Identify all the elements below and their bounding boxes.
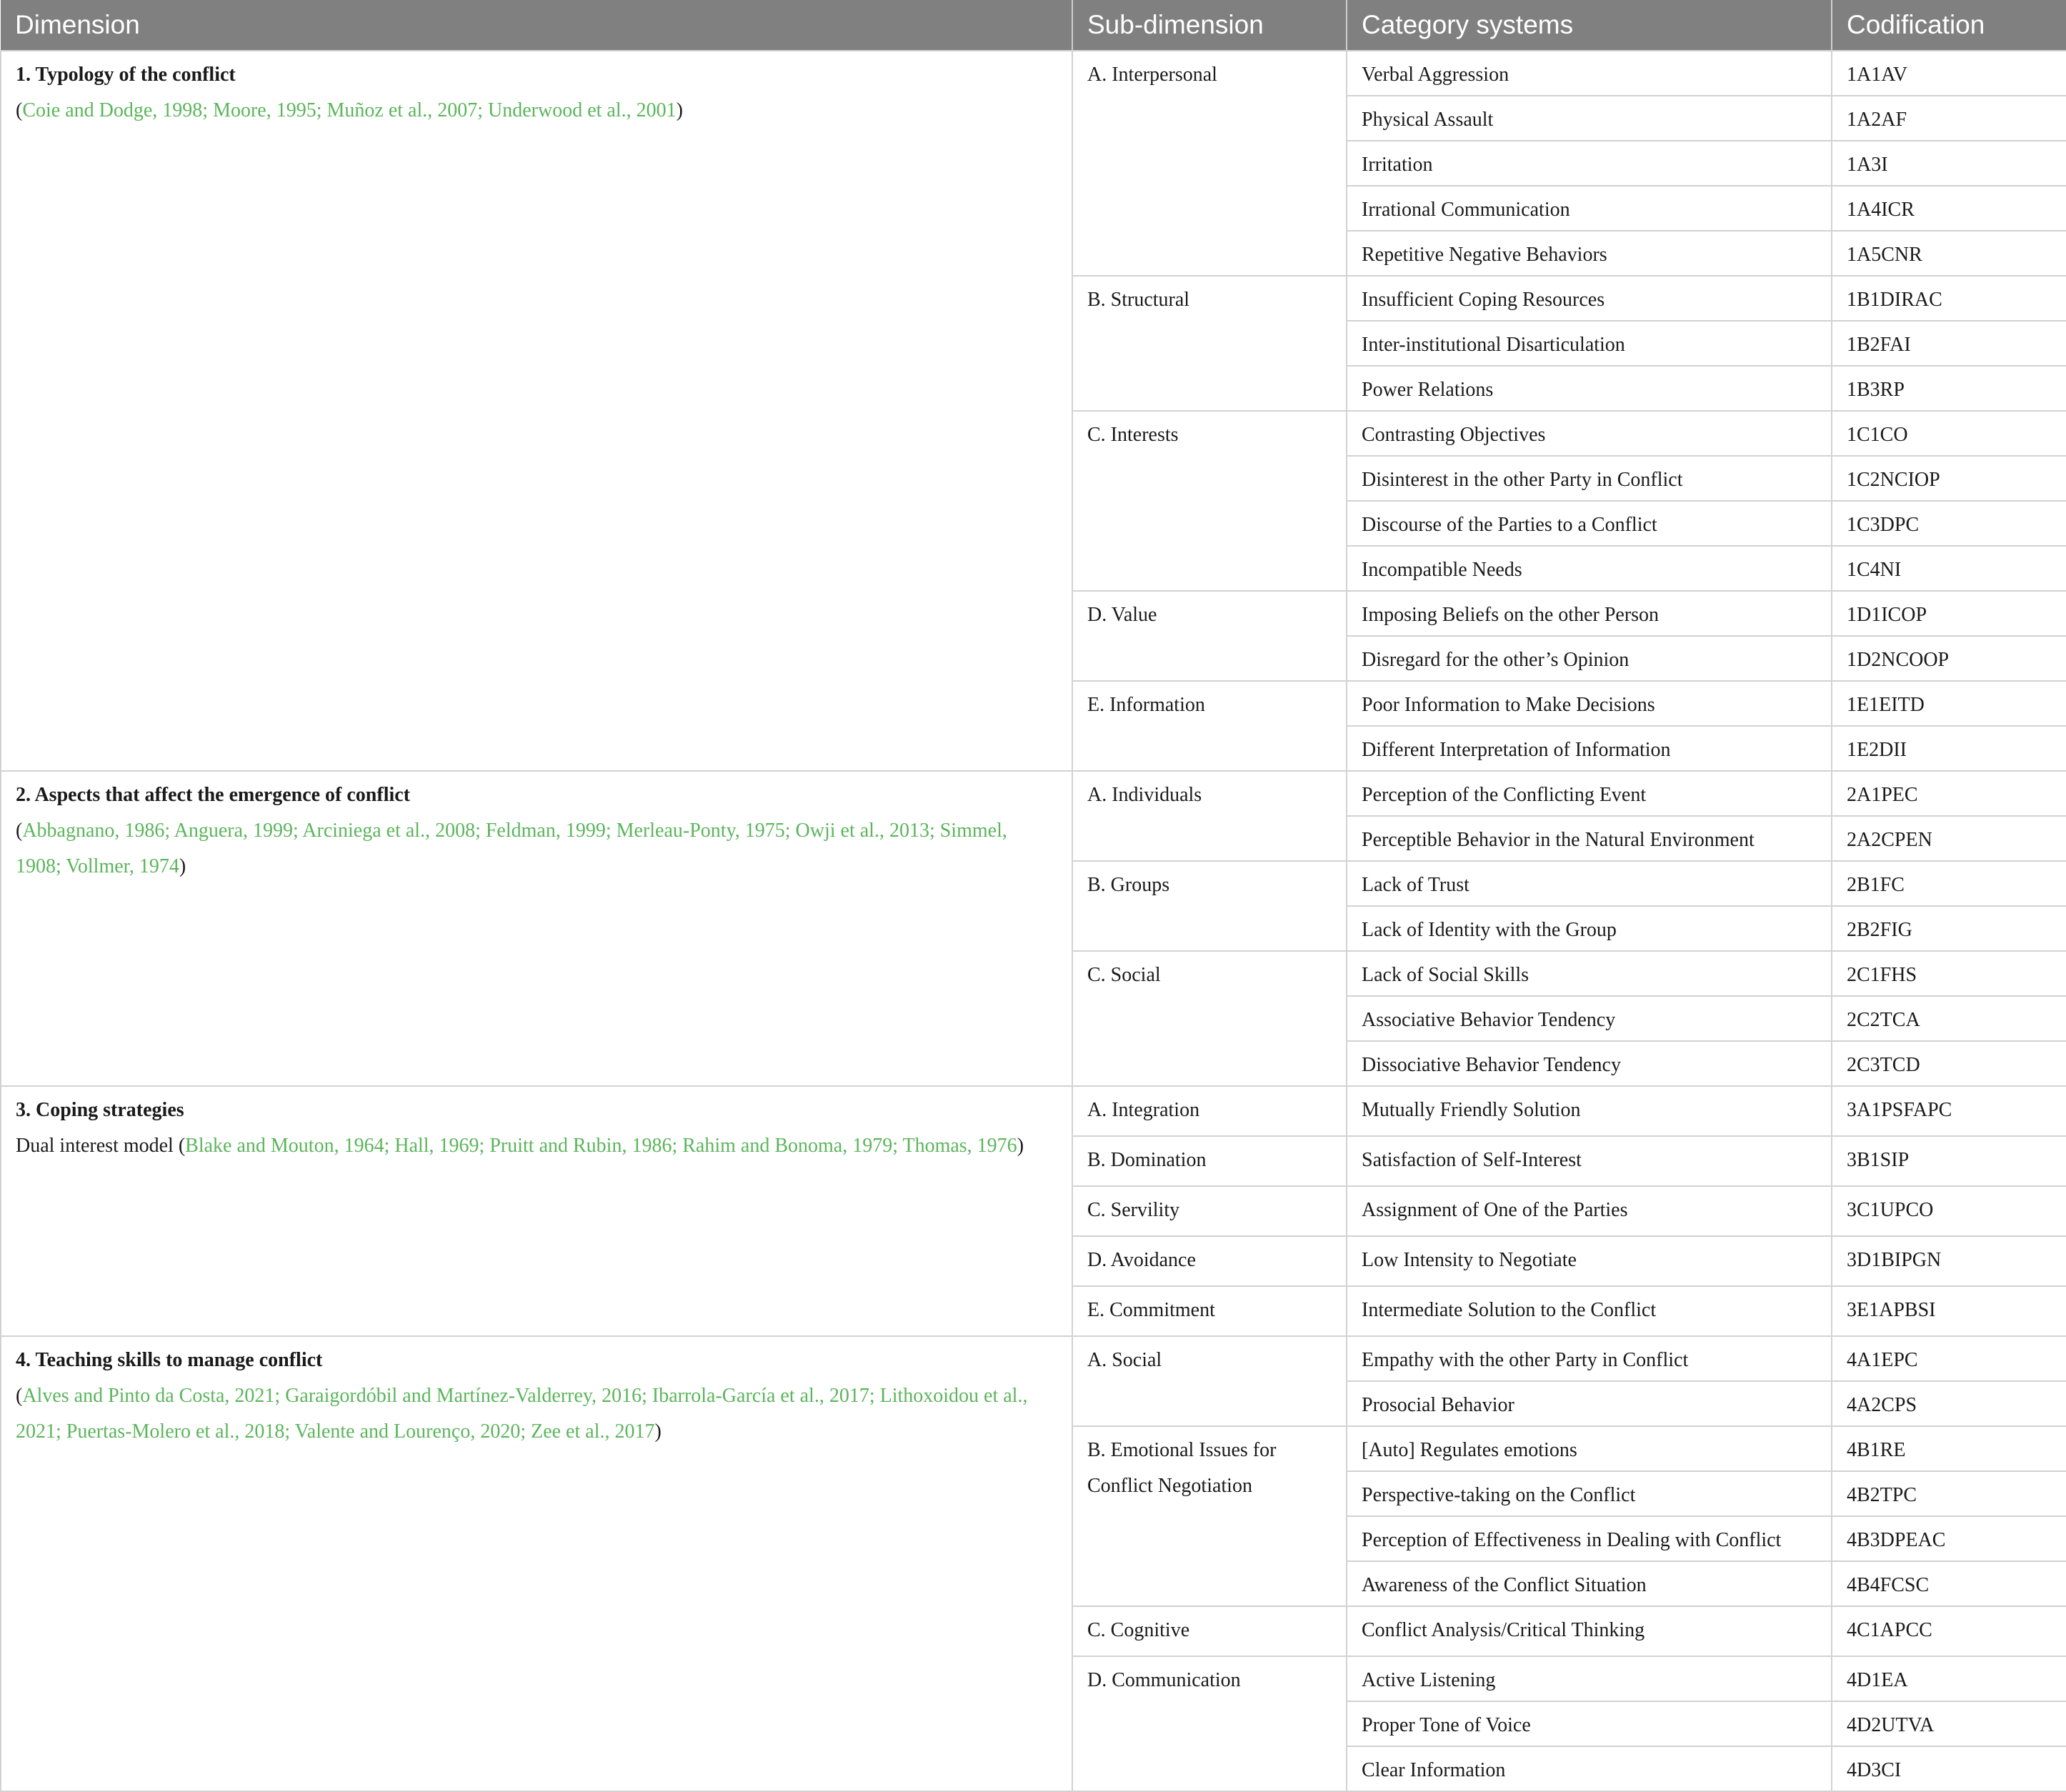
dimension-title: 2. Aspects that affect the emergence of conflict [16,784,411,806]
category-cell: Irrational Communication [1347,186,1832,231]
dimension-cell [1,1086,1072,1336]
category-cell: Proper Tone of Voice [1347,1701,1832,1746]
codification-cell: 2B1FC [1832,861,2066,906]
category-cell: Lack of Identity with the Group [1347,906,1832,951]
category-cell: Physical Assault [1347,96,1832,141]
table-row [1,51,2066,96]
header-dimension: Dimension [1,0,1072,51]
reference-prefix: Dual interest model [16,1135,179,1157]
category-cell: Empathy with the other Party in Conflict [1347,1336,1832,1381]
sub-dimension-cell: E. Information [1072,681,1347,771]
sub-dimension-cell: C. Cognitive [1072,1606,1347,1656]
table-row [1,1336,2066,1381]
category-cell: Mutually Friendly Solution [1347,1086,1832,1136]
codification-cell: 4A1EPC [1832,1336,2066,1381]
category-cell: Inter-institutional Disarticulation [1347,321,1832,366]
codification-cell: 1A1AV [1832,51,2066,96]
citation-links[interactable]: Abbagnano, 1986; Anguera, 1999; Arciniega et al., 2008; Feldman, 1999; Merleau-Ponty, 1975; Owji et al., 2013; Simmel, 1908; Vollmer, 1974 [16,820,1007,877]
category-cell: Disinterest in the other Party in Conflict [1347,456,1832,501]
sub-dimension-cell: D. Value [1072,591,1347,681]
codification-cell: 2A2CPEN [1832,816,2066,861]
codification-cell: 1E1EITD [1832,681,2066,726]
codification-cell: 3D1BIPGN [1832,1236,2066,1286]
sub-dimension-cell: C. Servility [1072,1186,1347,1236]
category-cell: Active Listening [1347,1656,1832,1701]
dimension-references: (Coie and Dodge, 1998; Moore, 1995; Muñoz et al., 2007; Underwood et al., 2001) [16,99,683,121]
category-cell: Prosocial Behavior [1347,1381,1832,1426]
codification-cell: 1A5CNR [1832,231,2066,276]
category-cell: [Auto] Regulates emotions [1347,1426,1832,1471]
category-cell: Poor Information to Make Decisions [1347,681,1832,726]
codification-cell: 1B2FAI [1832,321,2066,366]
sub-dimension-cell: A. Social [1072,1336,1347,1426]
category-cell: Lack of Social Skills [1347,951,1832,996]
sub-dimension-cell: A. Integration [1072,1086,1347,1136]
dimension-title: 3. Coping strategies [16,1099,184,1121]
category-cell: Different Interpretation of Information [1347,726,1832,771]
category-cell: Satisfaction of Self-Interest [1347,1136,1832,1186]
codification-cell: 2B2FIG [1832,906,2066,951]
sub-dimension-cell: B. Structural [1072,276,1347,411]
sub-dimension-cell: D. Communication [1072,1656,1347,1791]
codification-cell: 3A1PSFAPC [1832,1086,2066,1136]
header-category-systems: Category systems [1347,0,1832,51]
category-cell: Dissociative Behavior Tendency [1347,1041,1832,1086]
codification-cell: 4D3CI [1832,1746,2066,1791]
codification-cell: 4D1EA [1832,1656,2066,1701]
dimension-cell [1,1336,1072,1791]
category-cell: Perspective-taking on the Conflict [1347,1471,1832,1516]
codification-cell: 4B1RE [1832,1426,2066,1471]
category-cell: Perceptible Behavior in the Natural Environment [1347,816,1832,861]
category-cell: Lack of Trust [1347,861,1832,906]
category-cell: Insufficient Coping Resources [1347,276,1832,321]
citation-links[interactable]: Coie and Dodge, 1998; Moore, 1995; Muñoz et al., 2007; Underwood et al., 2001 [22,99,677,121]
category-cell: Intermediate Solution to the Conflict [1347,1286,1832,1336]
sub-dimension-cell: A. Interpersonal [1072,51,1347,276]
codification-cell: 3E1APBSI [1832,1286,2066,1336]
codification-cell: 1B1DIRAC [1832,276,2066,321]
codification-cell: 3B1SIP [1832,1136,2066,1186]
codification-cell: 2A1PEC [1832,771,2066,816]
header-codification: Codification [1832,0,2066,51]
category-cell: Contrasting Objectives [1347,411,1832,456]
category-cell: Associative Behavior Tendency [1347,996,1832,1041]
table-row [1,771,2066,816]
category-cell: Incompatible Needs [1347,546,1832,591]
category-cell: Assignment of One of the Parties [1347,1186,1832,1236]
codification-cell: 2C3TCD [1832,1041,2066,1086]
category-cell: Perception of the Conflicting Event [1347,771,1832,816]
category-cell: Discourse of the Parties to a Conflict [1347,501,1832,546]
category-cell: Imposing Beliefs on the other Person [1347,591,1832,636]
codification-cell: 1C3DPC [1832,501,2066,546]
citation-links[interactable]: Alves and Pinto da Costa, 2021; Garaigordóbil and Martínez-Valderrey, 2016; Ibarrola-García et al., 2017; Lithoxoidou et al., 2021; Puertas-Molero et al., 2018; Valente and Lourenço, 2020; Zee et al., 2017 [16,1385,1028,1443]
codification-cell: 1C1CO [1832,411,2066,456]
sub-dimension-cell: D. Avoidance [1072,1236,1347,1286]
codification-cell: 4B3DPEAC [1832,1516,2066,1561]
codification-cell: 1C4NI [1832,546,2066,591]
category-cell: Perception of Effectiveness in Dealing with Conflict [1347,1516,1832,1561]
category-cell: Conflict Analysis/Critical Thinking [1347,1606,1832,1656]
codification-cell: 4A2CPS [1832,1381,2066,1426]
sub-dimension-cell: C. Interests [1072,411,1347,591]
codification-cell: 3C1UPCO [1832,1186,2066,1236]
codification-cell: 1B3RP [1832,366,2066,411]
sub-dimension-cell: E. Commitment [1072,1286,1347,1336]
category-cell: Verbal Aggression [1347,51,1832,96]
header-row [1,0,2066,51]
dimension-cell [1,771,1072,1086]
sub-dimension-cell: B. Emotional Issues for Conflict Negotiation [1072,1426,1347,1606]
dimension-references: Dual interest model (Blake and Mouton, 1964; Hall, 1969; Pruitt and Rubin, 1986; Rahim and Bonoma, 1979; Thomas, 1976) [16,1135,1024,1157]
category-cell: Awareness of the Conflict Situation [1347,1561,1832,1606]
codification-cell: 1A4ICR [1832,186,2066,231]
category-cell: Repetitive Negative Behaviors [1347,231,1832,276]
codification-cell: 1A2AF [1832,96,2066,141]
category-cell: Power Relations [1347,366,1832,411]
codification-cell: 2C1FHS [1832,951,2066,996]
category-cell: Disregard for the other’s Opinion [1347,636,1832,681]
dimension-cell [1,51,1072,771]
sub-dimension-cell: B. Groups [1072,861,1347,951]
dimension-title: 1. Typology of the conflict [16,64,236,86]
codification-cell: 1E2DII [1832,726,2066,771]
codification-cell: 4B4FCSC [1832,1561,2066,1606]
category-cell: Clear Information [1347,1746,1832,1791]
dimension-title: 4. Teaching skills to manage conflict [16,1349,323,1371]
codification-cell: 4C1APCC [1832,1606,2066,1656]
sub-dimension-cell: C. Social [1072,951,1347,1086]
category-cell: Irritation [1347,141,1832,186]
sub-dimension-cell: B. Domination [1072,1136,1347,1186]
codification-cell: 4D2UTVA [1832,1701,2066,1746]
codification-cell: 4B2TPC [1832,1471,2066,1516]
sub-dimension-cell: A. Individuals [1072,771,1347,861]
category-cell: Low Intensity to Negotiate [1347,1236,1832,1286]
codification-cell: 1D2NCOOP [1832,636,2066,681]
codification-cell: 1D1ICOP [1832,591,2066,636]
header-sub-dimension: Sub-dimension [1072,0,1347,51]
table-row [1,1086,2066,1136]
codification-cell: 1C2NCIOP [1832,456,2066,501]
table-body [1,51,2066,1791]
codification-cell: 1A3I [1832,141,2066,186]
citation-links[interactable]: Blake and Mouton, 1964; Hall, 1969; Pruitt and Rubin, 1986; Rahim and Bonoma, 1979; Thomas, 1976 [185,1135,1017,1157]
codification-cell: 2C2TCA [1832,996,2066,1041]
dimension-references: (Alves and Pinto da Costa, 2021; Garaigordóbil and Martínez-Valderrey, 2016; Ibarrola-García et al., 2017; Lithoxoidou et al., 2021; Puertas-Molero et al., 2018; Valente and Lourenço, 2020; Zee et al., 2017) [16,1385,1028,1443]
dimension-references: (Abbagnano, 1986; Anguera, 1999; Arciniega et al., 2008; Feldman, 1999; Merleau-Ponty, 1975; Owji et al., 2013; Simmel, 1908; Vollmer, 1974) [16,820,1007,877]
